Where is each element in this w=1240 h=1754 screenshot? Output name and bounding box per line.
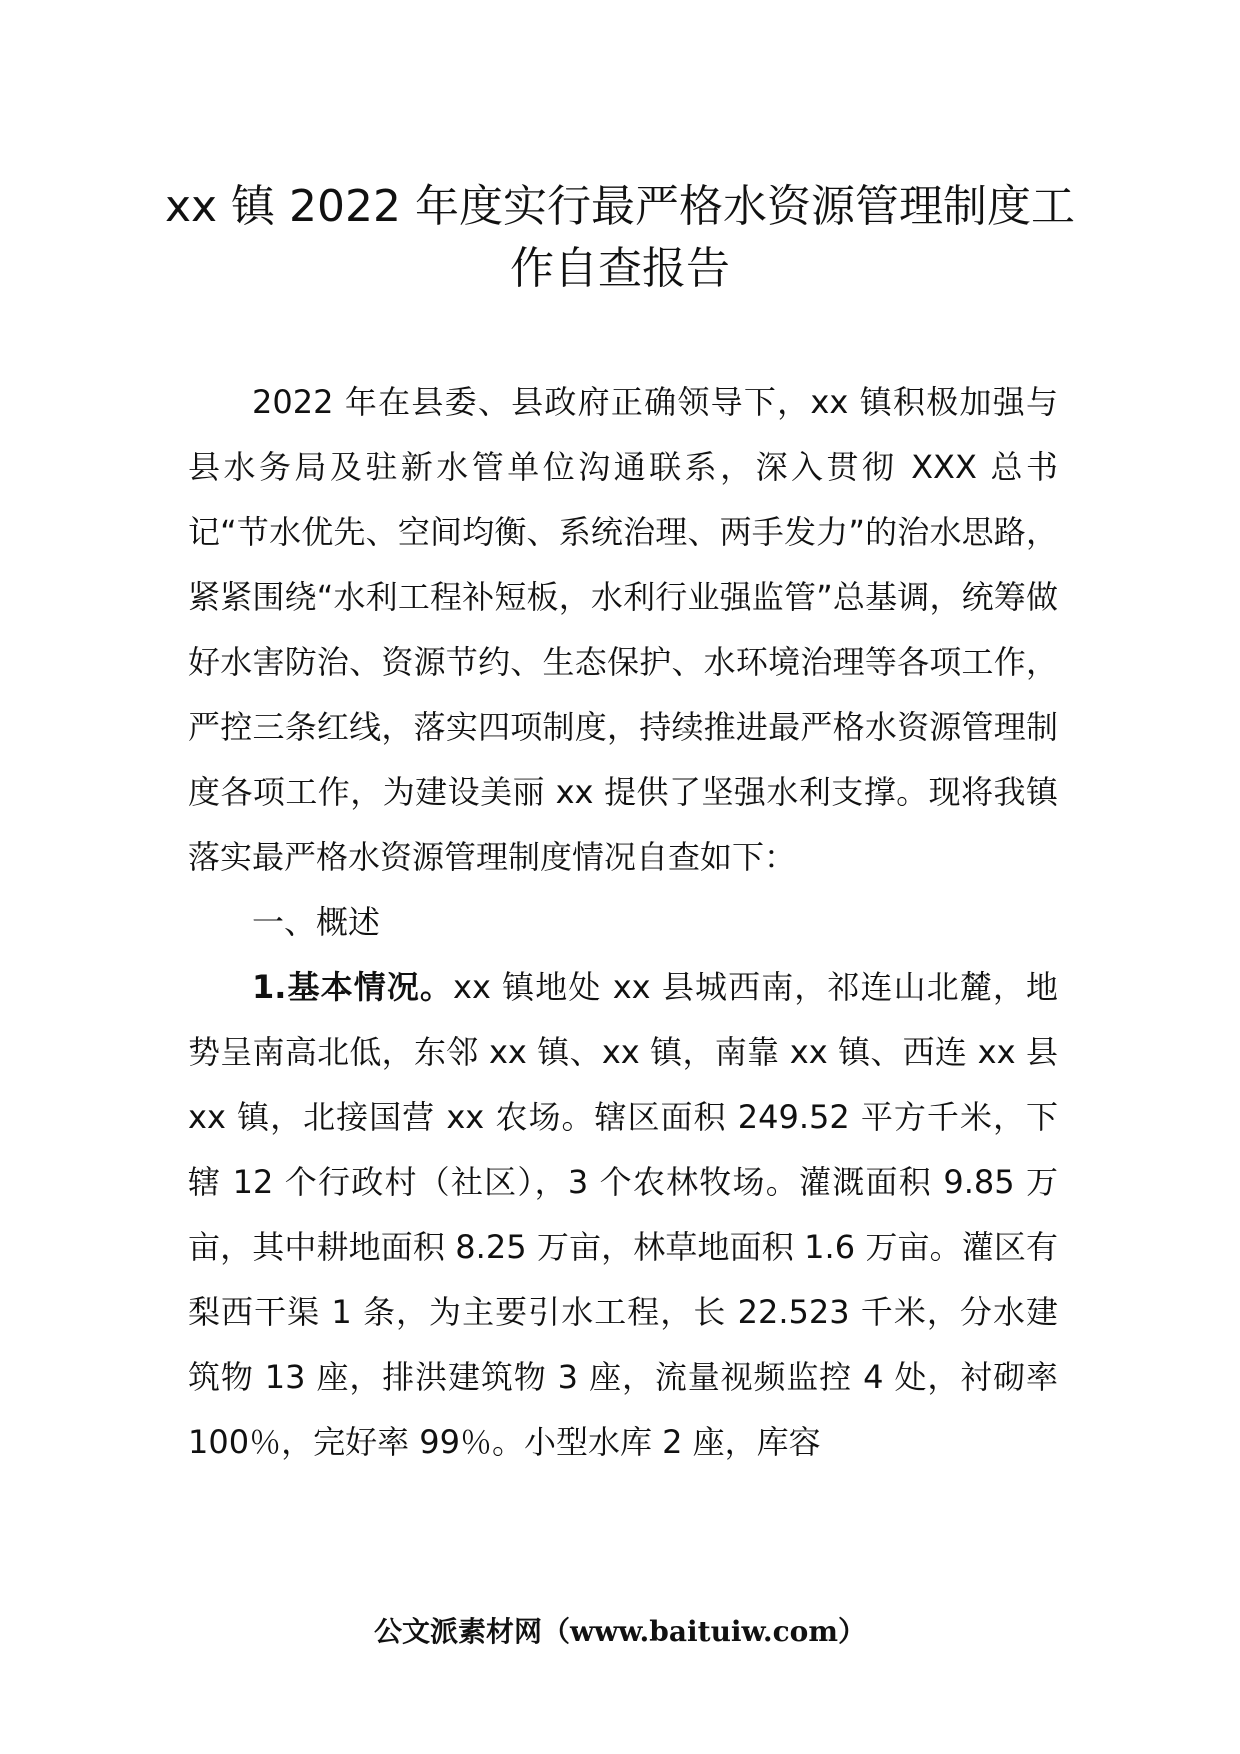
subsection-body: xx 镇地处 xx 县城西南，祁连山北麓，地势呈南高北低，东邻 xx 镇、xx 镇，南靠 xx 镇、西连 xx 县 xx 镇，北接国营 xx 农场。辖区面积 249.52 平方千米，下辖 12 个行政村（社区），3 个农林牧场。灌溉面积 9.85 万亩，其中耕地面积 8.25 万亩，林草地面积 1.6 万亩。灌区有梨西干渠 1 条，为主要引水工程，长 22.523 千米，分水建筑物 13 座，排洪建筑物 3 座，流量视频监控 4 处，衬砌率 100％，完好率 99％。小型水库 2 座，库容 xyxy=(188,968,1058,1461)
footer-watermark: 公文派素材网（www.baituiw.com） xyxy=(374,1615,866,1648)
document-body xyxy=(188,370,1058,1475)
document-title: xx 镇 2022 年度实行最严格水资源管理制度工作自查报告 xyxy=(164,181,1075,294)
subsection-lead: 1.基本情况。 xyxy=(252,968,454,1006)
section-heading: 一、概述 xyxy=(252,903,381,941)
subsection-paragraph xyxy=(188,955,1058,1475)
intro-paragraph: 2022 年在县委、县政府正确领导下，xx 镇积极加强与县水务局及驻新水管单位沟通联系，深入贯彻 XXX 总书记“节水优先、空间均衡、系统治理、两手发力”的治水思路，紧紧围绕“水利工程补短板，水利行业强监管”总基调，统筹做好水害防治、资源节约、生态保护、水环境治理等各项工作，严控三条红线，落实四项制度，持续推进最严格水资源管理制度各项工作，为建设美丽 xx 提供了坚强水利支撑。现将我镇落实最严格水资源管理制度情况自查如下： xyxy=(188,383,1058,876)
